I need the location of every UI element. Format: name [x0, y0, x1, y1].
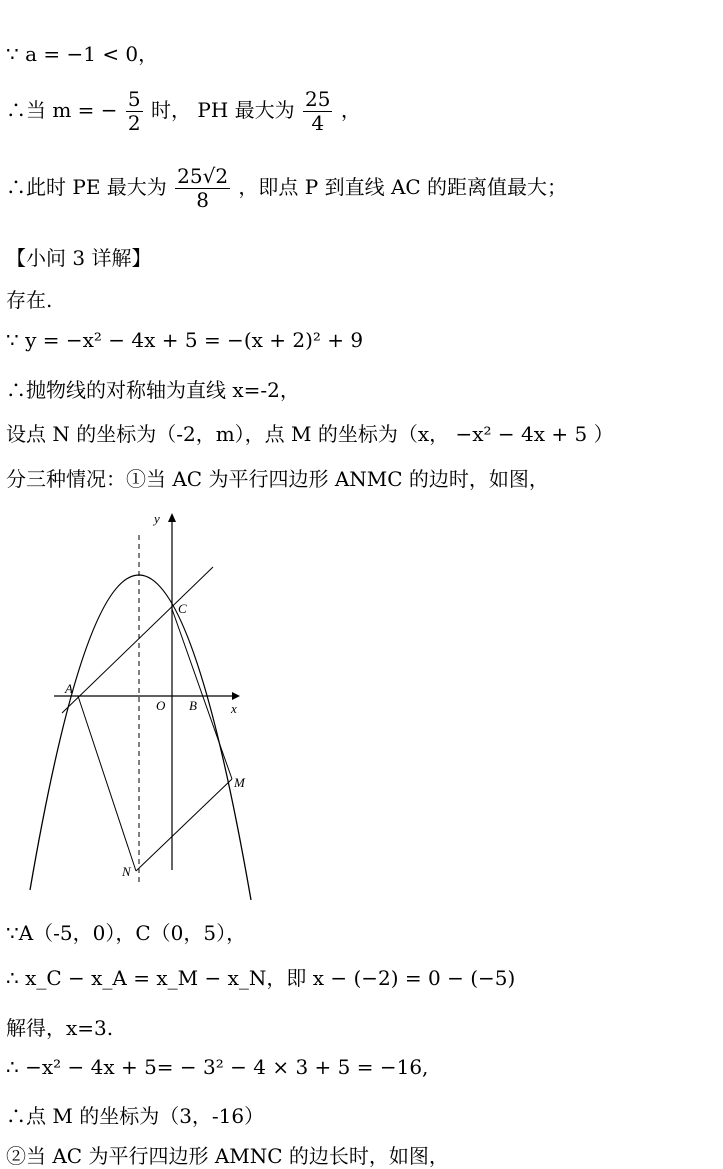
fraction-numerator: 5: [127, 87, 141, 111]
line-15: [6, 1140, 449, 1169]
line-3-pre: ∴此时 PE 最大为: [6, 175, 167, 199]
line-11: [6, 962, 515, 991]
label-y: y: [154, 511, 160, 526]
line-10-text: ∵A（-5，0），C（0，5），: [6, 921, 247, 945]
segment-an: [78, 696, 136, 871]
label-c: C: [178, 601, 187, 616]
line-2: [6, 88, 361, 135]
fraction-25root2-8: [175, 165, 230, 212]
line-2-post: ，: [340, 98, 361, 122]
line-4: [6, 242, 151, 271]
fraction-numerator: 25: [305, 87, 331, 111]
line-1-text: ∵ a = −1 < 0，: [6, 42, 159, 66]
line-8-text: 设点 N 的坐标为（-2，m），点 M 的坐标为（x， −x² − 4x + 5 ）: [6, 422, 614, 446]
line-6-text: ∵ y = −x² − 4x + 5 = −(x + 2)² + 9: [6, 328, 364, 352]
y-axis-arrow: [168, 513, 176, 522]
line-7-text: ∴抛物线的对称轴为直线 x=-2，: [6, 378, 300, 402]
segment-cm: [172, 609, 232, 779]
fraction-5-2: [126, 88, 143, 135]
label-b: B: [189, 698, 197, 713]
line-5: [6, 284, 52, 313]
line-7: [6, 374, 300, 403]
line-10: [6, 917, 246, 946]
line-13-text: ∴ −x² − 4x + 5= − 3² − 4 × 3 + 5 = −16,: [6, 1055, 429, 1079]
fraction-denominator: 2: [127, 111, 141, 135]
line-9: [6, 463, 549, 492]
fraction-numerator: 25√2: [177, 164, 229, 188]
line-6: [6, 328, 363, 352]
line-3-post: ，即点 P 到直线 AC 的距离值最大；: [238, 175, 568, 199]
line-15-text: ②当 AC 为平行四边形 AMNC 的边长时，如图，: [6, 1144, 449, 1168]
line-13: [6, 1055, 428, 1079]
line-12-text: 解得，x=3.: [6, 1016, 114, 1040]
line-2-pre: ∴当 m = −: [6, 98, 118, 122]
label-x: x: [231, 701, 237, 716]
fraction-denominator: 4: [311, 111, 325, 135]
line-8: [6, 418, 614, 447]
label-a: A: [65, 681, 73, 696]
segment-nm: [136, 779, 232, 871]
fraction-25-4: [303, 88, 332, 135]
line-14: [6, 1100, 264, 1129]
line-11-text: ∴ x_C − x_A = x_M − x_N，即 x − (−2) = 0 − (−5): [6, 966, 516, 990]
label-m: M: [234, 775, 245, 790]
section-heading: 【小问 3 详解】: [6, 246, 152, 270]
fraction-denominator: 8: [196, 188, 209, 212]
line-12: [6, 1012, 113, 1041]
label-n: N: [122, 864, 131, 879]
label-o: O: [156, 698, 166, 713]
line-ac: [62, 567, 213, 713]
line-3: [6, 165, 567, 212]
line-5-text: 存在.: [6, 288, 53, 312]
line-2-mid: 时， PH 最大为: [151, 98, 295, 122]
line-9-text: 分三种情况：①当 AC 为平行四边形 ANMC 的边时，如图，: [6, 467, 549, 491]
line-1: [6, 38, 158, 67]
line-14-text: ∴点 M 的坐标为（3，-16）: [6, 1104, 265, 1128]
parabola-figure: [20, 505, 260, 900]
x-axis-arrow: [232, 692, 240, 700]
